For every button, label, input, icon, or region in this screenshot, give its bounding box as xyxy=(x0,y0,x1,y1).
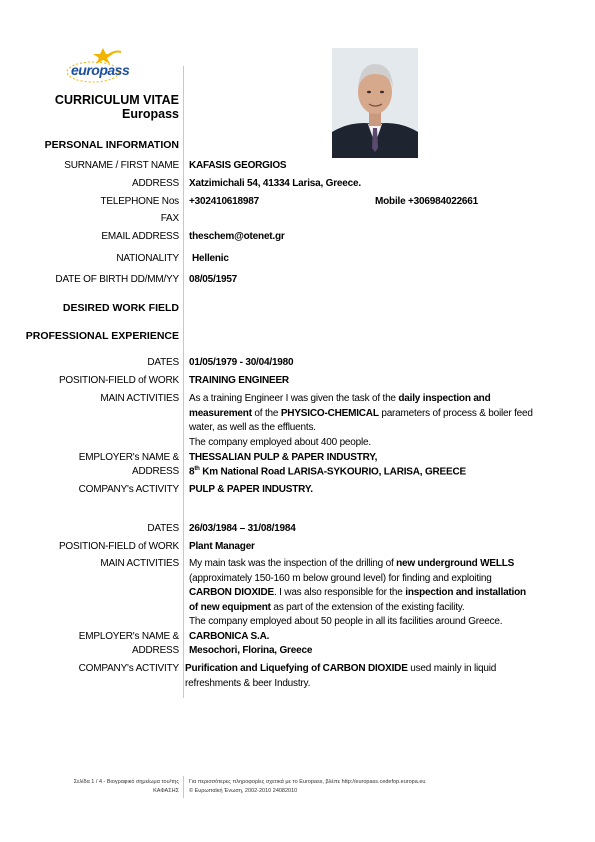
job2-company-label: COMPANY's ACTIVITY xyxy=(78,663,179,674)
footer-left xyxy=(74,778,179,796)
job1-company-value: PULP & PAPER INDUSTRY. xyxy=(189,484,313,495)
job2-address-value: Mesochori, Florina, Greece xyxy=(189,645,313,656)
telephone-value: +302410618987 xyxy=(189,196,259,207)
job2-act-f: inspection and installation of new equipment xyxy=(189,587,526,613)
job1-dates-value: 01/05/1979 - 30/04/1980 xyxy=(189,357,294,368)
job1-act-b: daily inspection and measurement xyxy=(189,393,491,419)
job2-company-value xyxy=(185,662,530,691)
section-professional-experience: PROFESSIONAL EXPERIENCE xyxy=(25,330,179,342)
job1-address-b: Km National Road LARISA-SYKOURIO, LARISA, GREECE xyxy=(199,466,466,478)
job2-act-g: as part of the extension of the existing facility. xyxy=(270,601,465,613)
job2-activity-b: used mainly in liquid refreshments & beer Industry. xyxy=(185,663,497,689)
job1-company-label: COMPANY's ACTIVITY xyxy=(78,484,179,495)
address-value: Xatzimichali 54, 41334 Larisa, Greece. xyxy=(189,178,361,189)
cv-title: CURRICULUM VITAE xyxy=(54,93,179,107)
nationality-label: NATIONALITY xyxy=(116,253,179,264)
europass-logo xyxy=(63,44,141,84)
job2-employer-value: CARBONICA S.A. xyxy=(189,631,270,642)
job2-act-c: (approximately 150-160 m below ground level) for finding and exploiting xyxy=(189,572,492,584)
job1-activities-label: MAIN ACTIVITIES xyxy=(100,393,179,404)
job1-act-e: parameters of process & boiler feed water, as well as the effluents. xyxy=(189,407,533,433)
job1-dates-label: DATES xyxy=(147,357,179,368)
footer-name: ΚΑΦΑΣΗΣ xyxy=(153,788,179,794)
footer-page-info: Σελίδα 1 / 4 - Βιογραφικό σημείωμα του/της xyxy=(73,779,179,785)
dob-label: DATE OF BIRTH DD/MM/YY xyxy=(55,274,179,285)
mobile-value: Mobile +306984022661 xyxy=(375,196,479,207)
email-label: EMAIL ADDRESS xyxy=(101,231,179,242)
surname-label: SURNAME / FIRST NAME xyxy=(64,160,179,171)
email-value: theschem@otenet.gr xyxy=(189,231,285,242)
job2-employer-label-1: EMPLOYER's NAME & xyxy=(78,631,179,642)
fax-label: FAX xyxy=(160,213,179,224)
column-divider xyxy=(183,66,184,698)
job1-act-a: As a training Engineer I was given the task of the xyxy=(189,393,399,404)
job1-address-value xyxy=(189,466,466,477)
profile-photo xyxy=(332,48,418,158)
job2-dates-label: DATES xyxy=(147,523,179,534)
address-label: ADDRESS xyxy=(132,178,179,189)
job1-activities-text xyxy=(189,392,534,450)
job2-act-e: . I was also responsible for the xyxy=(273,587,406,598)
logo-text: europass xyxy=(71,62,130,78)
job2-activities-label: MAIN ACTIVITIES xyxy=(100,558,179,569)
job2-dates-value: 26/03/1984 – 31/08/1984 xyxy=(189,523,296,534)
job1-employer-label-2: ADDRESS xyxy=(132,466,179,477)
job1-employer-label-1: EMPLOYER's NAME & xyxy=(78,452,179,463)
footer-copyright: © Ευρωπαϊκή Ένωση, 2002-2010 24082010 xyxy=(189,788,298,794)
surname-value: KAFASIS GEORGIOS xyxy=(189,160,287,171)
telephone-label: TELEPHONE Nos xyxy=(100,196,179,207)
job2-act-d: CARBON DIOXIDE xyxy=(189,587,274,598)
portrait-image xyxy=(332,48,418,158)
job1-position-label: POSITION-FIELD of WORK xyxy=(58,375,179,386)
cv-subtitle: Europass xyxy=(122,107,179,121)
job2-employer-label-2: ADDRESS xyxy=(132,645,179,656)
job1-position-value: TRAINING ENGINEER xyxy=(189,375,289,386)
job2-activity-a: Purification and Liquefying of CARBON DIOXIDE xyxy=(185,663,408,674)
job2-position-value: Plant Manager xyxy=(189,541,255,552)
cv-title-block xyxy=(55,93,179,121)
section-desired-work-field: DESIRED WORK FIELD xyxy=(62,302,179,314)
job2-activities-text xyxy=(189,557,534,630)
job2-act-b: new underground WELLS xyxy=(396,558,515,569)
job1-act-f: The company employed about 400 people. xyxy=(189,436,371,448)
dob-value: 08/05/1957 xyxy=(189,274,238,285)
job1-act-d: PHYSICO-CHEMICAL xyxy=(280,407,379,419)
footer-right xyxy=(189,778,425,796)
section-personal-information: PERSONAL INFORMATION xyxy=(44,139,179,151)
job1-act-c: of the xyxy=(251,407,281,419)
footer-divider xyxy=(183,776,184,798)
job2-act-a: My main task was the inspection of the drilling of xyxy=(189,558,397,569)
job2-position-label: POSITION-FIELD of WORK xyxy=(58,541,179,552)
footer-europass-info: Για περισσότερες πληροφορίες σχετικά με το Europass, βλέπε http://europass.cedefop.europa.eu xyxy=(189,779,426,785)
job1-address-a: 8 xyxy=(189,466,195,478)
nationality-value: Hellenic xyxy=(192,253,229,264)
job2-act-h: The company employed about 50 people in all its facilities around Greece. xyxy=(189,616,503,627)
job1-address-sup: th xyxy=(194,466,200,472)
job1-employer-value: THESSALIAN PULP & PAPER INDUSTRY, xyxy=(189,452,378,463)
